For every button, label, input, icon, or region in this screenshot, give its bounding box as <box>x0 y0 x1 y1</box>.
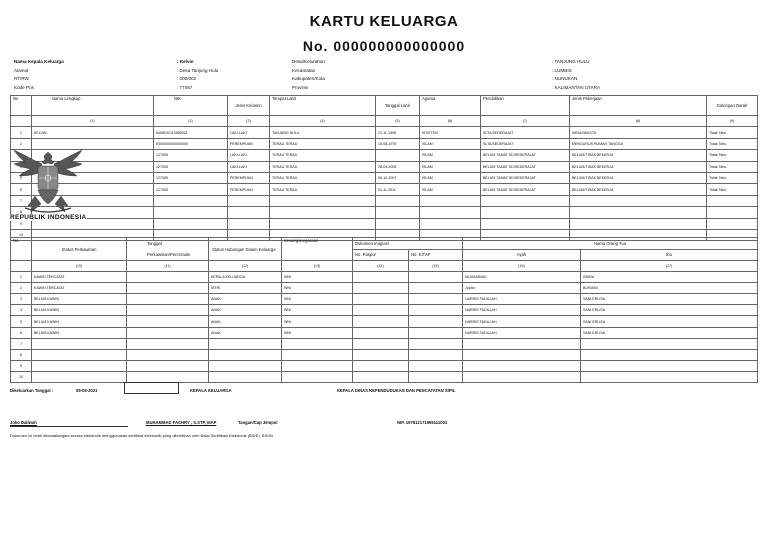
col-number: (11) <box>127 261 209 272</box>
header-cell: Pendidikan <box>481 96 570 116</box>
info-label: Kode Pos <box>14 85 34 91</box>
head-of-family-label: KEPALA KELUARGA <box>190 388 232 393</box>
table-cell: HARRIS FADILLAH <box>463 316 581 327</box>
table-cell: 28-04-2005 <box>376 161 420 172</box>
table-cell: 9 <box>11 218 32 229</box>
info-value: : 77457 <box>177 85 193 91</box>
col-number: (1) <box>32 116 154 127</box>
table-cell: WNI <box>282 327 353 338</box>
sub-header-cell: No. KITAP <box>409 249 463 261</box>
table-cell: 7 <box>11 195 32 206</box>
col-number: (15) <box>409 261 463 272</box>
table-cell: BELUM KAWIN <box>32 305 127 316</box>
table-cell: SANI ERLISA <box>581 327 758 338</box>
document-number: No. 000000000000000 <box>302 38 466 54</box>
info-label: Alamat <box>14 67 29 73</box>
info-label: Desa/Kelurahan <box>292 59 325 64</box>
table-cell <box>282 338 353 349</box>
table-cell <box>707 207 758 218</box>
table-cell: BELUM/TIDAK BEKERJA <box>570 161 707 172</box>
table-cell <box>270 207 376 218</box>
header-cell: Kewarganegaraan <box>282 238 353 261</box>
table-cell: BELUM/TIDAK BEKERJA <box>570 150 707 161</box>
table-cell: HARRIS FADILLAH <box>463 294 581 305</box>
stamp-label: Tangan/Cap Jempol <box>238 420 278 425</box>
issued-date: 06-06-2021 <box>76 388 98 393</box>
table-cell: TERAU TERAU <box>270 138 376 149</box>
table-cell <box>353 338 409 349</box>
table-cell: BELUM KAWIN <box>32 327 127 338</box>
table-cell <box>481 207 570 218</box>
table-cell <box>228 218 270 229</box>
table-cell: 127005 <box>154 184 228 195</box>
table-cell <box>463 371 581 382</box>
table-cell <box>32 371 127 382</box>
table-cell: Tidak Tahu <box>707 161 758 172</box>
official-name: MUHAMMAD FACHRY , S.STP, MAP <box>146 420 217 425</box>
signer-name: Joko Daliwah <box>10 420 37 425</box>
info-values-left <box>177 58 287 93</box>
table-cell: PEREMPUAN <box>228 172 270 183</box>
col-number: (4) <box>270 116 376 127</box>
table-cell <box>581 360 758 371</box>
info-value: : NUNUKAN <box>552 76 578 82</box>
sub-header-cell: No. Paspor <box>353 249 409 261</box>
table-row <box>11 161 758 172</box>
table-cell <box>353 294 409 305</box>
info-label: Nama Kepala Keluarga <box>14 59 64 64</box>
table-cell: BELUM/TIDAK BEKERJA <box>570 184 707 195</box>
table-cell <box>353 349 409 360</box>
table-cell <box>127 371 209 382</box>
table-cell: PEREMPUAN <box>228 138 270 149</box>
table-cell <box>409 349 463 360</box>
table-cell <box>463 349 581 360</box>
col-number: (8) <box>570 116 707 127</box>
table-cell: KAWIN TERCATAT <box>32 283 127 294</box>
sub-header-cell: Ayah <box>463 249 581 261</box>
table-cell: KEPALA KELUARGA <box>209 272 282 283</box>
table-cell: 3 <box>11 294 32 305</box>
table-cell: Tidak Tahu <box>707 184 758 195</box>
table-cell: BELUM TAMAT SD/SEDERAJAT <box>481 150 570 161</box>
table-cell <box>209 371 282 382</box>
table-cell: LAKI-LAKI <box>228 161 270 172</box>
table-cell: ISLAM <box>420 172 481 183</box>
header-cell: Nama Orang Tua <box>463 238 758 250</box>
table-cell: MENGURUS RUMAH TANGGA <box>570 138 707 149</box>
info-value: : Kelvin <box>177 59 194 64</box>
table-cell <box>209 338 282 349</box>
table-row <box>11 207 758 218</box>
info-label: Provinsi <box>292 85 309 91</box>
table-row <box>11 360 758 371</box>
official-nip: NIP. 197812171995111001 <box>397 420 448 425</box>
table-cell: ISLAM <box>420 150 481 161</box>
table-cell: KELVIN <box>32 127 154 138</box>
col-number: (10) <box>32 261 127 272</box>
info-value: : TANJUNG HULU <box>552 59 590 64</box>
col-number: (2) <box>154 116 228 127</box>
table-cell <box>228 195 270 206</box>
header-cell: Jenis Pekerjaan <box>570 96 707 116</box>
table-cell: 1 <box>11 127 32 138</box>
table-cell <box>270 195 376 206</box>
table-cell: Jupita <box>463 283 581 294</box>
table-cell <box>409 272 463 283</box>
info-values-right <box>552 58 702 93</box>
info-label: Kabupaten/Kota <box>292 76 325 82</box>
table-cell: Tidak Tahu <box>707 172 758 183</box>
table-cell <box>570 218 707 229</box>
col-number: (16) <box>463 261 581 272</box>
table-cell: SANI ERLISA <box>581 305 758 316</box>
table-cell <box>209 349 282 360</box>
family-status-table <box>10 237 758 383</box>
col-number: (5) <box>376 116 420 127</box>
table-cell: 8 <box>11 207 32 218</box>
col-number: (3) <box>228 116 270 127</box>
table-cell: WNI <box>282 305 353 316</box>
table-cell: ANAK <box>209 327 282 338</box>
table-cell <box>409 283 463 294</box>
table-cell <box>420 218 481 229</box>
table-cell: TANJUNG HULU <box>270 127 376 138</box>
table-cell <box>228 207 270 218</box>
table-cell: ISTRI <box>209 283 282 294</box>
table-cell <box>353 327 409 338</box>
header-cell: Nama Lengkap <box>32 96 154 116</box>
table-cell: ISLAM <box>420 161 481 172</box>
table-cell: 5 <box>11 316 32 327</box>
table-cell: ISLAM <box>420 138 481 149</box>
header-cell: Tanggal Lahir <box>376 96 420 116</box>
office-label: KEPALA DINAS KEPENDUDUKAN DAN PENCATATAN SIPIL <box>337 388 456 393</box>
table-cell: LAKI-LAKI <box>228 127 270 138</box>
table-cell <box>581 338 758 349</box>
table-row <box>11 316 758 327</box>
table-cell <box>409 338 463 349</box>
table-cell: TERAU TERAU <box>270 172 376 183</box>
document-title: KARTU KELUARGA <box>309 13 459 30</box>
table-cell: ANAK <box>209 305 282 316</box>
table-cell <box>409 316 463 327</box>
table-cell: 15-08-1975 <box>376 138 420 149</box>
header-cell: Dokumen Imigrasi <box>353 238 463 250</box>
col-number: (12) <box>209 261 282 272</box>
header-cell: Status Perkawinan <box>32 238 127 261</box>
table-cell: HARRIS FADILLAH <box>463 327 581 338</box>
table-row <box>11 294 758 305</box>
table-cell <box>353 305 409 316</box>
col-number <box>11 261 32 272</box>
table-cell: KRISTEN <box>420 127 481 138</box>
table-header <box>11 96 758 127</box>
table-cell: LAKI-LAKI <box>228 150 270 161</box>
table-body <box>11 127 758 241</box>
table-cell: BELUM TAMAT SD/SEDERAJAT <box>481 172 570 183</box>
table-row <box>11 338 758 349</box>
table-cell: WNI <box>282 283 353 294</box>
header-cell: Jenis Kelamin <box>228 96 270 116</box>
table-cell: Tidak Tahu <box>707 127 758 138</box>
header-cell: Golongan Darah <box>707 96 758 116</box>
table-cell <box>127 272 209 283</box>
table-cell: 127005 <box>154 172 228 183</box>
table-cell <box>282 371 353 382</box>
table-row <box>11 327 758 338</box>
table-cell <box>154 207 228 218</box>
table-cell: SLTA/SEDERAJAT <box>481 138 570 149</box>
table-cell: Tidak Tahu <box>707 138 758 149</box>
col-number: (9) <box>707 116 758 127</box>
table-cell <box>481 195 570 206</box>
table-cell: 01-11-2011 <box>376 184 420 195</box>
header-cell: Status Hubungan Dalam Keluarga <box>209 238 282 261</box>
table-cell: PEREMPUAN <box>228 184 270 195</box>
table-row <box>11 150 758 161</box>
table-row <box>11 172 758 183</box>
table-cell <box>353 360 409 371</box>
table-cell: 127005 <box>154 150 228 161</box>
table-row <box>11 138 758 149</box>
table-row <box>11 184 758 195</box>
info-label: RT/RW <box>14 76 29 82</box>
info-value: : 000/002 <box>177 76 197 82</box>
signature-box <box>124 382 179 394</box>
table-cell: SANI ERLISA <box>581 294 758 305</box>
table-cell: MUHAMMAD <box>463 272 581 283</box>
table-cell: WNI <box>282 272 353 283</box>
header-cell: Agama <box>420 96 481 116</box>
table-cell <box>376 207 420 218</box>
table-cell <box>481 218 570 229</box>
table-cell: WIRASWASTA <box>570 127 707 138</box>
garuda-emblem-icon <box>11 146 85 216</box>
table-row <box>11 349 758 360</box>
table-cell <box>127 327 209 338</box>
table-cell: 7 <box>11 338 32 349</box>
table-cell <box>409 371 463 382</box>
table-cell: 6 <box>11 184 32 195</box>
col-number: (6) <box>420 116 481 127</box>
table-cell: WNI <box>282 294 353 305</box>
table-cell <box>353 371 409 382</box>
table-cell <box>463 338 581 349</box>
table-cell: 9 <box>11 360 32 371</box>
electronic-signature-note: Dokumen ini telah ditandatangani secara elektronik menggunakan sertifikat elektronik yang diterbitkan oleh Balai Sertifikasi Elektronik (BSrE), BSSN <box>10 433 273 438</box>
table-cell <box>463 360 581 371</box>
info-labels-left <box>14 58 174 93</box>
table-cell <box>270 218 376 229</box>
table-cell <box>376 150 420 161</box>
divider <box>10 426 128 427</box>
table-cell <box>127 316 209 327</box>
header-cell: Tanggal Perkawinan/Perceraian <box>127 238 209 261</box>
table-row <box>11 305 758 316</box>
table-cell: ISLAM <box>420 184 481 195</box>
table-cell: BELUM KAWIN <box>32 294 127 305</box>
info-label: Kecamatan <box>292 67 316 73</box>
table-cell: 8 <box>11 349 32 360</box>
table-row <box>11 195 758 206</box>
table-cell <box>409 360 463 371</box>
table-row <box>11 371 758 382</box>
table-cell <box>409 327 463 338</box>
table-cell <box>154 218 228 229</box>
table-cell <box>376 195 420 206</box>
table-row <box>11 272 758 283</box>
table-cell: 4 <box>11 305 32 316</box>
table-cell: BELUM KAWIN <box>32 316 127 327</box>
table-cell <box>154 195 228 206</box>
table-cell: BELUM TAMAT SD/SEDERAJAT <box>481 161 570 172</box>
table-cell <box>127 349 209 360</box>
table-cell: 127005 <box>154 161 228 172</box>
table-cell: 26-10-2007 <box>376 172 420 183</box>
table-cell: BELUM/TIDAK BEKERJA <box>570 172 707 183</box>
table-cell <box>353 283 409 294</box>
table-cell: 5 <box>11 172 32 183</box>
table-cell: INDRA <box>581 272 758 283</box>
table-cell <box>32 349 127 360</box>
table-cell: 1 <box>11 272 32 283</box>
table-cell: 21-11-1998 <box>376 127 420 138</box>
info-value: : Desa Tanjung Hulu <box>177 67 219 73</box>
emblem-caption: REPUBLIK INDONESIA <box>10 214 87 221</box>
table-row <box>11 127 758 138</box>
table-cell: 0000000000000000 <box>154 138 228 149</box>
header-cell: No <box>11 96 32 116</box>
table-cell: BURIANI <box>581 283 758 294</box>
table-cell: SANI ERLISA <box>581 316 758 327</box>
table-row <box>11 283 758 294</box>
table-cell <box>127 360 209 371</box>
table-cell <box>127 305 209 316</box>
table-cell: HARRIS FADILLAH <box>463 305 581 316</box>
table-cell: 6 <box>11 327 32 338</box>
header-cell: Tempat Lahir <box>270 96 376 116</box>
info-value: : KALIMANTAN UTARA <box>552 85 601 91</box>
table-cell: Tidak Tahu <box>707 150 758 161</box>
info-value: : LUMBIS <box>552 67 572 73</box>
table-cell: 10 <box>11 371 32 382</box>
table-cell: 10 <box>11 229 32 240</box>
header-cell: No. <box>11 238 32 261</box>
table-cell <box>376 218 420 229</box>
table-cell <box>353 272 409 283</box>
col-number: (7) <box>481 116 570 127</box>
table-cell <box>581 371 758 382</box>
table-cell <box>209 360 282 371</box>
table-body <box>11 272 758 383</box>
table-cell <box>707 218 758 229</box>
table-header <box>11 238 758 272</box>
table-cell <box>282 360 353 371</box>
table-cell <box>420 207 481 218</box>
col-number: (14) <box>353 261 409 272</box>
table-cell <box>282 349 353 360</box>
issued-label: Dikeluarkan Tanggal : <box>10 388 54 393</box>
table-cell: TERAU TERAU <box>270 161 376 172</box>
table-cell: 2 <box>11 138 32 149</box>
table-cell: 2 <box>11 283 32 294</box>
table-cell: WNI <box>282 316 353 327</box>
table-cell: 6408032110980001 <box>154 127 228 138</box>
col-number <box>11 116 32 127</box>
table-cell <box>127 338 209 349</box>
family-members-table <box>10 95 758 241</box>
table-cell <box>32 360 127 371</box>
info-labels-right <box>292 58 442 93</box>
sub-header-cell: Ibu <box>581 249 758 261</box>
table-cell <box>409 305 463 316</box>
table-cell: SLTA/SEDERAJAT <box>481 127 570 138</box>
table-cell <box>420 195 481 206</box>
table-cell <box>570 207 707 218</box>
table-cell <box>707 195 758 206</box>
table-cell <box>353 316 409 327</box>
table-cell: KAWIN TERCATAT <box>32 272 127 283</box>
header-cell: NIK <box>154 96 228 116</box>
table-cell: ANAK <box>209 294 282 305</box>
col-number: (13) <box>282 261 353 272</box>
table-cell <box>409 294 463 305</box>
table-row <box>11 218 758 229</box>
table-cell <box>570 195 707 206</box>
table-cell <box>32 338 127 349</box>
table-cell <box>127 294 209 305</box>
table-cell: BELUM TAMAT SD/SEDERAJAT <box>481 184 570 195</box>
table-cell <box>581 349 758 360</box>
col-number: (17) <box>581 261 758 272</box>
table-cell: TERAU TERAU <box>270 184 376 195</box>
table-cell <box>127 283 209 294</box>
table-cell: ANAK <box>209 316 282 327</box>
table-cell: TERAU TERAU <box>270 150 376 161</box>
